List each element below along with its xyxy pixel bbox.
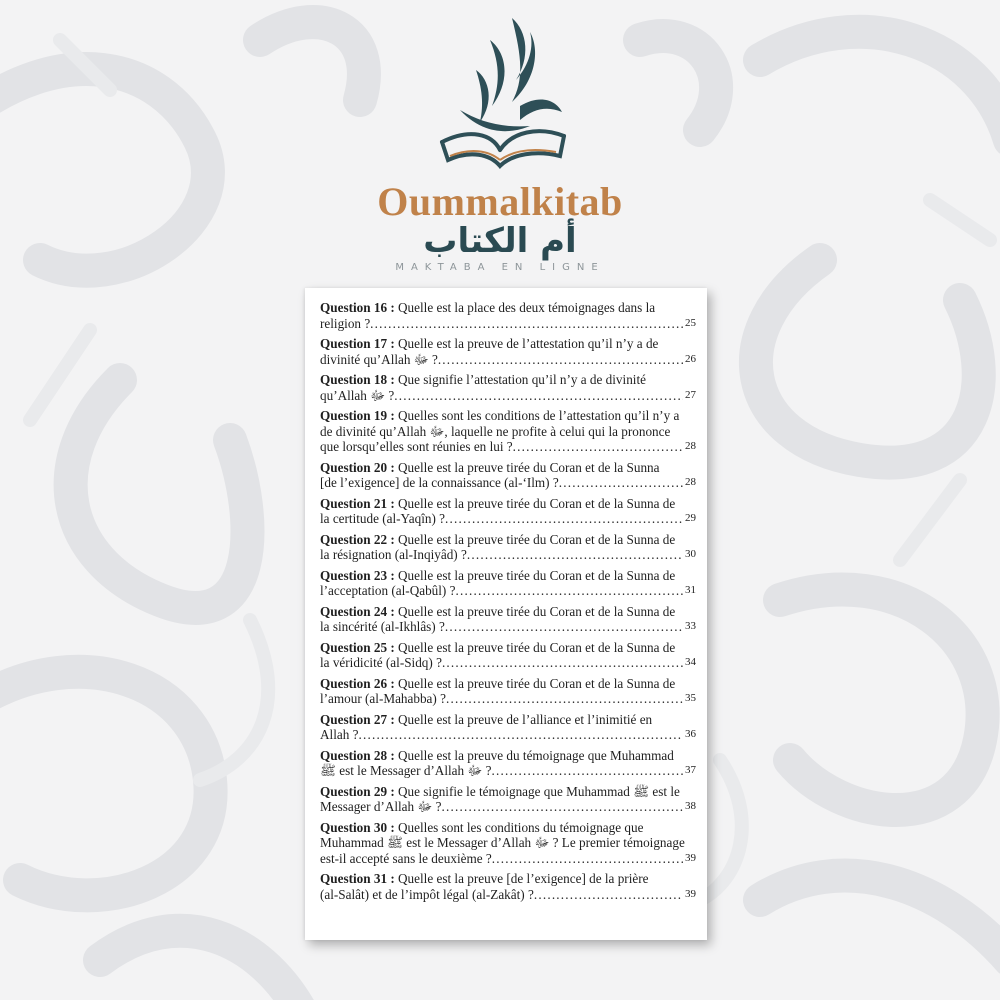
toc-entry-line-text xyxy=(320,887,534,903)
question-label: Question 31 : xyxy=(320,871,395,886)
question-text: est-il accepté sans le deuxième ? xyxy=(320,850,492,866)
toc-entry-line xyxy=(320,604,696,620)
question-text: Quelle est la preuve de l’attestation qu’il n’y a de xyxy=(398,336,659,351)
question-text: Quelle est la preuve tirée du Coran et de la Sunna de xyxy=(398,639,676,655)
toc-entry-line xyxy=(320,655,696,671)
toc-entry xyxy=(320,300,696,331)
toc-entry-line-text xyxy=(320,799,441,815)
toc-entry-line xyxy=(320,887,696,903)
toc-entry-line xyxy=(320,871,696,887)
question-label: Question 26 : xyxy=(320,675,395,691)
page-number: 28 xyxy=(685,440,696,452)
question-text: que lorsqu’elles sont réunies en lui ? xyxy=(320,439,513,454)
question-text: Quelles sont les conditions de l’attestation qu’il n’y a xyxy=(398,408,680,423)
toc-entry-line xyxy=(320,784,696,800)
page-number: 31 xyxy=(685,584,696,596)
question-text: la sincérité (al-Ikhlâs) ? xyxy=(320,619,445,634)
page-number: 27 xyxy=(685,388,696,401)
page-number: 29 xyxy=(685,512,696,524)
question-text: Messager d’Allah ﷻ ? xyxy=(320,799,442,814)
toc-entry-line xyxy=(320,316,696,332)
toc-entry-line xyxy=(320,763,696,779)
toc-entry-line-text xyxy=(320,763,491,779)
question-text: divinité qu’Allah ﷻ ? xyxy=(320,351,438,367)
toc-entry-line xyxy=(320,568,696,584)
question-label: Question 21 : xyxy=(320,495,395,511)
dot-leader xyxy=(513,439,683,455)
page-number: 33 xyxy=(685,620,696,632)
toc-entry-line-text xyxy=(320,784,680,799)
toc-entry-line xyxy=(320,372,696,388)
toc-entry-line xyxy=(320,640,696,656)
toc-entry-line xyxy=(320,748,696,764)
question-text: Quelles sont les conditions du témoignage que xyxy=(398,819,644,835)
calligraphy-book-logo xyxy=(420,10,580,188)
dot-leader xyxy=(491,763,683,779)
toc-entry xyxy=(320,712,696,743)
question-text: la véridicité (al-Sidq) ? xyxy=(320,655,442,670)
toc-entry-line-text xyxy=(320,424,670,439)
question-text: (al-Salât) et de l’impôt légal (al-Zakât) ? xyxy=(320,886,534,902)
brand-arabic-name: أم الكتاب xyxy=(423,221,577,261)
toc-entry-line xyxy=(320,835,696,851)
toc-entry-line-text xyxy=(320,655,442,671)
toc-entry xyxy=(320,604,696,635)
toc-entry xyxy=(320,748,696,779)
question-label: Question 27 : xyxy=(320,711,395,727)
question-text: l’acceptation (al-Qabûl) ? xyxy=(320,583,456,598)
toc-entry-line-text xyxy=(320,583,455,599)
toc-entry-line xyxy=(320,475,696,491)
brand-tagline: MAKTABA EN LIGNE xyxy=(395,262,605,273)
question-label: Question 29 : xyxy=(320,783,395,799)
page-number: 37 xyxy=(685,764,696,776)
toc-entry-line xyxy=(320,439,696,455)
question-text: Quelle est la preuve tirée du Coran et de la Sunna xyxy=(398,459,660,475)
dot-leader xyxy=(446,691,683,707)
question-text: la résignation (al-Inqiyâd) ? xyxy=(320,547,467,562)
page-number: 38 xyxy=(685,800,696,812)
toc-entry-line xyxy=(320,676,696,692)
toc-entry-line-text xyxy=(320,604,675,619)
dot-leader xyxy=(445,619,683,635)
page-number: 30 xyxy=(685,548,696,560)
toc-entry-line-text xyxy=(320,851,492,867)
question-label: Question 19 : xyxy=(320,408,395,423)
page-number: 26 xyxy=(685,352,696,365)
toc-entry xyxy=(320,676,696,707)
dot-leader xyxy=(370,316,683,332)
toc-entry-line-text xyxy=(320,352,438,368)
table-of-contents xyxy=(320,300,696,907)
toc-entry xyxy=(320,820,696,867)
toc-entry-line xyxy=(320,408,696,424)
toc-entry xyxy=(320,568,696,599)
toc-entry-line-text xyxy=(320,475,559,491)
question-text: Que signifie l’attestation qu’il n’y a de divinité xyxy=(398,372,646,387)
toc-entry-line-text xyxy=(320,547,467,563)
question-label: Question 22 : xyxy=(320,531,395,547)
brand-name: Oummalkitab xyxy=(377,179,623,224)
toc-entry-line-text xyxy=(320,568,675,583)
question-text: Allah ? xyxy=(320,727,359,742)
question-text: Quelle est la preuve tirée du Coran et de la Sunna de xyxy=(398,675,676,691)
toc-entry-line-text xyxy=(320,871,648,886)
toc-entry xyxy=(320,640,696,671)
toc-entry xyxy=(320,871,696,902)
toc-entry-line xyxy=(320,547,696,563)
question-text: Quelle est la preuve du témoignage que Muhammad xyxy=(398,747,674,763)
page-number: 35 xyxy=(685,692,696,704)
toc-entry-line-text xyxy=(320,496,675,511)
question-text: Quelle est la preuve tirée du Coran et de la Sunna de xyxy=(398,495,676,511)
question-text: Muhammad ﷺ est le Messager d’Allah ﷻ ? Le premier témoignage xyxy=(320,835,685,850)
dot-leader xyxy=(455,583,683,599)
toc-entry-line-text xyxy=(320,712,652,727)
toc-entry-line xyxy=(320,352,696,368)
toc-entry-line-text xyxy=(320,676,675,691)
dot-leader xyxy=(445,511,683,527)
toc-entry-line xyxy=(320,851,696,867)
dot-leader xyxy=(441,799,683,815)
dot-leader xyxy=(559,475,683,491)
question-label: Question 25 : xyxy=(320,639,395,655)
toc-entry-line xyxy=(320,712,696,728)
dot-leader xyxy=(394,388,683,404)
toc-entry-line xyxy=(320,496,696,512)
toc-entry-line xyxy=(320,727,696,743)
page-number: 39 xyxy=(685,887,696,900)
toc-entry-line-text xyxy=(320,408,679,423)
toc-entry xyxy=(320,496,696,527)
question-label: Question 23 : xyxy=(320,567,395,583)
question-label: Question 24 : xyxy=(320,603,395,619)
question-text: Quelle est la preuve tirée du Coran et de la Sunna de xyxy=(398,603,676,619)
book-page xyxy=(305,288,707,940)
toc-entry-line xyxy=(320,619,696,635)
page-number: 34 xyxy=(685,656,696,668)
question-text: Quelle est la preuve tirée du Coran et de la Sunna de xyxy=(398,531,676,547)
question-label: Question 18 : xyxy=(320,372,395,387)
toc-entry-line-text xyxy=(320,691,446,707)
question-text: l’amour (al-Mahabba) ? xyxy=(320,691,446,706)
toc-entry-line xyxy=(320,388,696,404)
toc-entry-line xyxy=(320,511,696,527)
toc-entry-line xyxy=(320,532,696,548)
toc-entry xyxy=(320,408,696,455)
toc-entry xyxy=(320,784,696,815)
toc-entry-line-text xyxy=(320,439,513,455)
toc-entry-line xyxy=(320,820,696,836)
question-text: ﷺ est le Messager d’Allah ﷻ ? xyxy=(320,763,492,778)
toc-entry-line xyxy=(320,336,696,352)
toc-entry-line-text xyxy=(320,619,445,635)
toc-entry-line xyxy=(320,424,696,440)
question-text: qu’Allah ﷻ ? xyxy=(320,387,395,403)
toc-entry-line-text xyxy=(320,316,370,332)
toc-entry-line-text xyxy=(320,748,674,763)
question-label: Question 30 : xyxy=(320,819,395,835)
toc-entry-line-text xyxy=(320,388,394,404)
page-number: 28 xyxy=(685,476,696,488)
page-number: 25 xyxy=(685,316,696,329)
toc-entry-line-text xyxy=(320,835,685,850)
toc-entry-line-text xyxy=(320,727,358,743)
toc-entry-line xyxy=(320,460,696,476)
toc-entry-line-text xyxy=(320,820,643,835)
question-label: Question 20 : xyxy=(320,459,395,475)
toc-entry-line-text xyxy=(320,300,655,315)
toc-entry xyxy=(320,532,696,563)
question-text: religion ? xyxy=(320,315,371,331)
question-text: Quelle est la place des deux témoignages dans la xyxy=(398,300,656,315)
toc-entry-line xyxy=(320,300,696,316)
toc-entry xyxy=(320,372,696,403)
toc-entry-line xyxy=(320,691,696,707)
question-text: la certitude (al-Yaqîn) ? xyxy=(320,511,445,526)
dot-leader xyxy=(492,851,683,867)
toc-entry-line-text xyxy=(320,532,675,547)
toc-entry-line-text xyxy=(320,460,660,475)
toc-entry-line xyxy=(320,799,696,815)
dot-leader xyxy=(534,887,683,903)
question-label: Question 28 : xyxy=(320,747,395,763)
toc-entry xyxy=(320,460,696,491)
toc-entry xyxy=(320,336,696,367)
dot-leader xyxy=(442,655,683,671)
dot-leader xyxy=(438,352,683,368)
toc-entry-line-text xyxy=(320,640,675,655)
question-text: [de l’exigence] de la connaissance (al-‘Ilm) ? xyxy=(320,475,559,490)
question-text: Que signifie le témoignage que Muhammad ﷺ est le xyxy=(398,783,680,799)
question-text: Quelle est la preuve tirée du Coran et de la Sunna de xyxy=(398,567,676,583)
question-label: Question 16 : xyxy=(320,300,395,315)
page-number: 39 xyxy=(685,851,696,864)
dot-leader xyxy=(467,547,683,563)
toc-entry-line-text xyxy=(320,372,646,387)
question-text: Quelle est la preuve [de l’exigence] de la prière xyxy=(398,871,649,886)
page-number: 36 xyxy=(685,728,696,740)
question-label: Question 17 : xyxy=(320,336,395,351)
toc-entry-line xyxy=(320,583,696,599)
toc-entry-line-text xyxy=(320,511,445,527)
toc-entry-line-text xyxy=(320,336,658,351)
dot-leader xyxy=(358,727,683,743)
question-text: Quelle est la preuve de l’alliance et l’inimitié en xyxy=(398,711,653,727)
question-text: de divinité qu’Allah ﷻ, laquelle ne profite à celui qui la prononce xyxy=(320,423,671,439)
